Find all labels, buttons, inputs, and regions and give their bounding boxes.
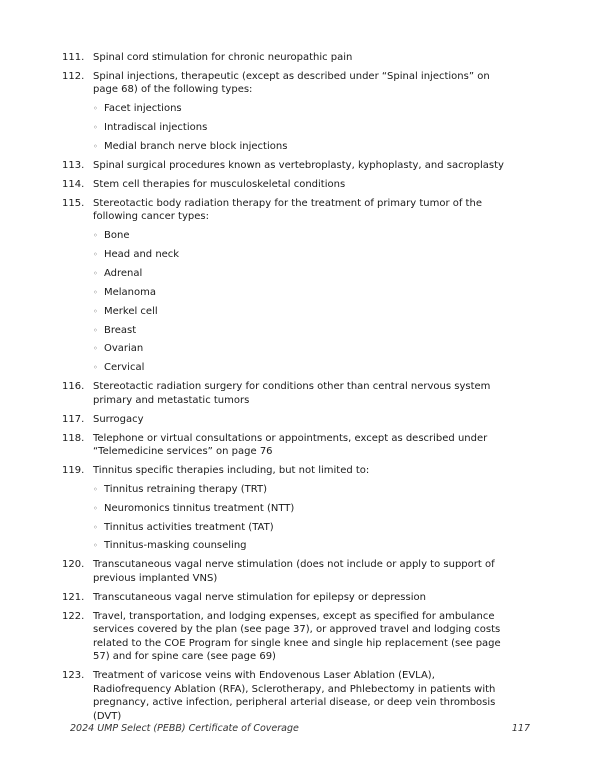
list-item bbox=[62, 413, 512, 427]
sub-list-item bbox=[93, 361, 512, 375]
sub-item-text: Facet injections bbox=[104, 103, 182, 115]
item-number: 119. bbox=[62, 464, 85, 476]
list-item bbox=[62, 380, 512, 407]
list-item bbox=[62, 558, 512, 585]
sub-list-item bbox=[93, 248, 512, 262]
sub-list-item bbox=[93, 286, 512, 300]
sub-item-text: Ovarian bbox=[104, 343, 144, 355]
item-text: Travel, transportation, and lodging expenses, except as specified for ambulance services covered by the plan (see page 37), or approved travel and lodging costs related to the COE Program for single knee and single hip replacement (see page 57) and for spine care (see page 69) bbox=[93, 610, 501, 663]
item-number: 112. bbox=[62, 70, 85, 82]
sub-item-text: Head and neck bbox=[104, 249, 180, 261]
item-number: 123. bbox=[62, 670, 85, 682]
sub-item-text: Breast bbox=[104, 324, 137, 336]
sub-item-text: Cervical bbox=[104, 362, 145, 374]
list-item bbox=[62, 70, 512, 154]
sub-item-text: Tinnitus retraining therapy (TRT) bbox=[104, 483, 267, 495]
item-text: Treatment of varicose veins with Endovenous Laser Ablation (EVLA), Radiofrequency Ablation (RFA), Sclerotherapy, and Phlebectomy in patients with pregnancy, active infection, peripheral arterial disease, or deep vein thrombosis (DVT) bbox=[93, 670, 496, 722]
item-number: 117. bbox=[62, 413, 85, 425]
item-text: Tinnitus specific therapies including, but not limited to: bbox=[93, 464, 370, 476]
list-item bbox=[62, 669, 512, 723]
item-text: Spinal injections, therapeutic (except as described under “Spinal injections” on page 68) of the following types: bbox=[93, 70, 490, 96]
sub-item-text: Melanoma bbox=[104, 286, 157, 298]
item-text: Transcutaneous vagal nerve stimulation (does not include or apply to support of previous implanted VNS) bbox=[93, 559, 495, 584]
sub-item-text: Adrenal bbox=[104, 267, 143, 279]
item-number: 115. bbox=[62, 197, 85, 209]
bullet-icon: ◦ bbox=[93, 503, 98, 513]
list-item bbox=[62, 610, 512, 664]
exclusions-list bbox=[62, 51, 512, 728]
sub-list-item bbox=[93, 502, 512, 516]
item-text: Surrogacy bbox=[93, 413, 144, 425]
bullet-icon: ◦ bbox=[93, 522, 98, 532]
item-text: Stereotactic radiation surgery for conditions other than central nervous system primary and metastatic tumors bbox=[93, 381, 491, 406]
item-number: 111. bbox=[62, 52, 85, 63]
bullet-icon: ◦ bbox=[93, 541, 98, 551]
bullet-icon: ◦ bbox=[93, 123, 98, 133]
item-text: Spinal cord stimulation for chronic neuropathic pain bbox=[93, 52, 353, 63]
list-item bbox=[62, 432, 512, 459]
sub-list-item bbox=[93, 121, 512, 135]
list-item bbox=[62, 591, 512, 605]
bullet-icon: ◦ bbox=[93, 306, 98, 316]
bullet-icon: ◦ bbox=[93, 142, 98, 152]
list-item bbox=[62, 159, 512, 173]
sub-item-text: Medial branch nerve block injections bbox=[104, 141, 288, 153]
bullet-icon: ◦ bbox=[93, 484, 98, 494]
footer-title: 2024 UMP Select (PEBB) Certificate of Coverage bbox=[70, 723, 299, 734]
bullet-icon: ◦ bbox=[93, 344, 98, 354]
sub-item-text: Tinnitus-masking counseling bbox=[104, 540, 247, 552]
sub-list-item bbox=[93, 324, 512, 338]
sub-list-item bbox=[93, 229, 512, 243]
item-number: 118. bbox=[62, 432, 85, 444]
item-text: Telephone or virtual consultations or appointments, except as described under “Telemedicine services” on page 76 bbox=[93, 432, 488, 458]
item-text: Spinal surgical procedures known as vertebroplasty, kyphoplasty, and sacroplasty bbox=[93, 159, 504, 171]
sub-list bbox=[93, 102, 512, 153]
item-text: Transcutaneous vagal nerve stimulation for epilepsy or depression bbox=[93, 591, 426, 603]
item-number: 120. bbox=[62, 559, 85, 571]
sub-item-text: Tinnitus activities treatment (TAT) bbox=[104, 521, 274, 533]
bullet-icon: ◦ bbox=[93, 104, 98, 114]
list-item bbox=[62, 464, 512, 553]
list-item bbox=[62, 178, 512, 192]
sub-list-item bbox=[93, 267, 512, 281]
list-item bbox=[62, 197, 512, 375]
item-number: 122. bbox=[62, 610, 85, 622]
sub-list-item bbox=[93, 521, 512, 535]
item-number: 113. bbox=[62, 159, 85, 171]
sub-list-item bbox=[93, 539, 512, 553]
item-number: 121. bbox=[62, 591, 85, 603]
sub-list bbox=[93, 483, 512, 553]
item-text: Stereotactic body radiation therapy for the treatment of primary tumor of the following cancer types: bbox=[93, 197, 482, 223]
sub-list-item bbox=[93, 305, 512, 319]
page-footer bbox=[70, 723, 530, 734]
sub-list-item bbox=[93, 102, 512, 116]
bullet-icon: ◦ bbox=[93, 231, 98, 241]
page-number: 117 bbox=[511, 723, 530, 734]
bullet-icon: ◦ bbox=[93, 287, 98, 297]
sub-list bbox=[93, 229, 512, 375]
sub-list-item bbox=[93, 342, 512, 356]
sub-list-item bbox=[93, 140, 512, 154]
bullet-icon: ◦ bbox=[93, 325, 98, 335]
item-text: Stem cell therapies for musculoskeletal conditions bbox=[93, 178, 346, 190]
item-number: 114. bbox=[62, 178, 85, 190]
list-item bbox=[62, 51, 512, 65]
sub-item-text: Neuromonics tinnitus treatment (NTT) bbox=[104, 502, 295, 514]
sub-item-text: Bone bbox=[104, 230, 130, 242]
item-number: 116. bbox=[62, 381, 85, 393]
bullet-icon: ◦ bbox=[93, 250, 98, 260]
bullet-icon: ◦ bbox=[93, 268, 98, 278]
sub-list-item bbox=[93, 483, 512, 497]
bullet-icon: ◦ bbox=[93, 363, 98, 373]
sub-item-text: Merkel cell bbox=[104, 305, 158, 317]
sub-item-text: Intradiscal injections bbox=[104, 122, 208, 134]
